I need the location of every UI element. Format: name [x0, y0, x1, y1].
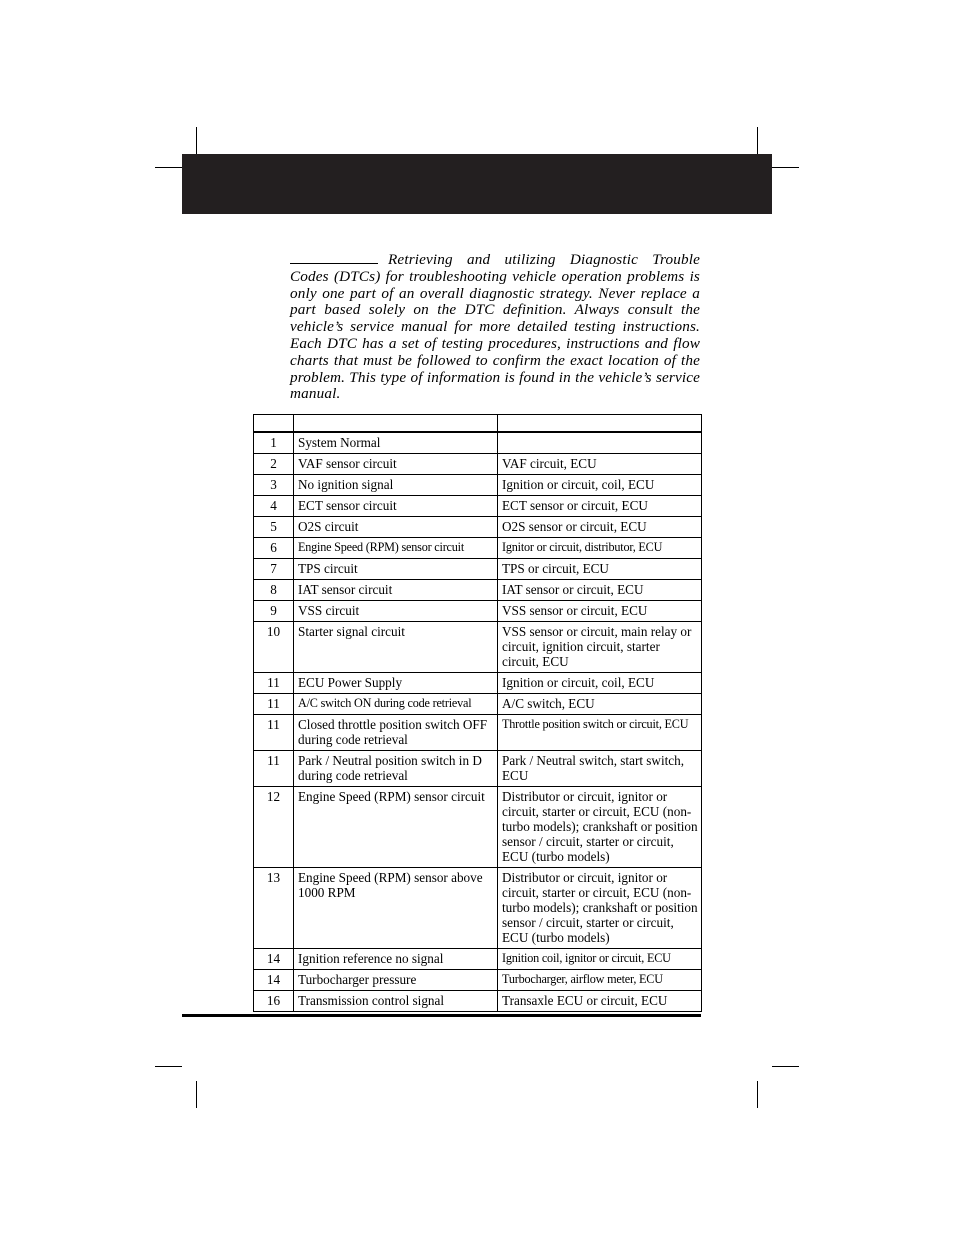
- dtc-code: 2: [254, 454, 294, 475]
- dtc-code: 4: [254, 496, 294, 517]
- dtc-condition: A/C switch ON during code retrieval: [294, 694, 498, 715]
- table-row: [254, 751, 702, 787]
- note-text: Retrieving and utilizing Diagnostic Trouble Codes (DTCs) for troubleshooting vehicle operation problems is only one part of an overall diagnostic strategy. Never replace a part based solely on the DTC definition. Always consult the vehicle’s service manual for more detailed testing instructions. Each DTC has a set of testing procedures, instructions and flow charts that must be followed to confirm the exact location of the problem. This type of information is found in the vehicle’s service manual.: [290, 251, 700, 403]
- table-row: [254, 949, 702, 970]
- table-row: [254, 868, 702, 949]
- dtc-condition: Starter signal circuit: [294, 622, 498, 673]
- dtc-condition: Engine Speed (RPM) sensor circuit: [294, 538, 498, 559]
- dtc-causes: Throttle position switch or circuit, ECU: [498, 715, 702, 751]
- dtc-code: 1: [254, 432, 294, 454]
- dtc-condition: ECT sensor circuit: [294, 496, 498, 517]
- dtc-code: 8: [254, 580, 294, 601]
- crop-mark-bottom-left-h: [155, 1066, 182, 1067]
- table-row: [254, 601, 702, 622]
- dtc-code: 6: [254, 538, 294, 559]
- dtc-condition: IAT sensor circuit: [294, 580, 498, 601]
- dtc-causes: O2S sensor or circuit, ECU: [498, 517, 702, 538]
- table-row: [254, 517, 702, 538]
- note-label: [290, 252, 378, 264]
- table-row: [254, 970, 702, 991]
- dtc-code: 11: [254, 673, 294, 694]
- dtc-table: [253, 414, 702, 1012]
- dtc-causes: Distributor or circuit, ignitor or circuit, starter or circuit, ECU (non-turbo models); crankshaft or position sensor / circuit, starter or circuit, ECU (turbo models): [498, 787, 702, 868]
- dtc-causes: [498, 432, 702, 454]
- dtc-code: 11: [254, 715, 294, 751]
- dtc-causes: Park / Neutral switch, start switch, ECU: [498, 751, 702, 787]
- header-bar: [182, 154, 772, 214]
- crop-mark-top-right-h: [772, 167, 799, 168]
- dtc-condition: VAF sensor circuit: [294, 454, 498, 475]
- dtc-condition: VSS circuit: [294, 601, 498, 622]
- dtc-causes: Distributor or circuit, ignitor or circuit, starter or circuit, ECU (non-turbo models); crankshaft or position sensor / circuit, starter or circuit, ECU (turbo models): [498, 868, 702, 949]
- table-row: [254, 694, 702, 715]
- dtc-condition: Engine Speed (RPM) sensor above 1000 RPM: [294, 868, 498, 949]
- table-row: [254, 715, 702, 751]
- table-row: [254, 496, 702, 517]
- dtc-causes: VSS sensor or circuit, ECU: [498, 601, 702, 622]
- header-causes: [498, 415, 702, 433]
- table-row: [254, 432, 702, 454]
- dtc-condition: Turbocharger pressure: [294, 970, 498, 991]
- dtc-causes: ECT sensor or circuit, ECU: [498, 496, 702, 517]
- dtc-code: 5: [254, 517, 294, 538]
- dtc-causes: Ignition coil, ignitor or circuit, ECU: [498, 949, 702, 970]
- dtc-condition: TPS circuit: [294, 559, 498, 580]
- dtc-condition: ECU Power Supply: [294, 673, 498, 694]
- table-row: [254, 991, 702, 1012]
- dtc-code: 10: [254, 622, 294, 673]
- dtc-condition: Ignition reference no signal: [294, 949, 498, 970]
- table-row: [254, 622, 702, 673]
- dtc-causes: Transaxle ECU or circuit, ECU: [498, 991, 702, 1012]
- table-row: [254, 475, 702, 496]
- dtc-causes: IAT sensor or circuit, ECU: [498, 580, 702, 601]
- dtc-causes: Ignition or circuit, coil, ECU: [498, 673, 702, 694]
- crop-mark-bottom-right: [757, 1081, 758, 1108]
- dtc-code: 16: [254, 991, 294, 1012]
- important-note: [290, 252, 700, 403]
- dtc-code: 12: [254, 787, 294, 868]
- dtc-condition: Park / Neutral position switch in D during code retrieval: [294, 751, 498, 787]
- dtc-code: 9: [254, 601, 294, 622]
- dtc-causes: VAF circuit, ECU: [498, 454, 702, 475]
- dtc-condition: System Normal: [294, 432, 498, 454]
- dtc-code: 13: [254, 868, 294, 949]
- dtc-causes: VSS sensor or circuit, main relay or circuit, ignition circuit, starter circuit, ECU: [498, 622, 702, 673]
- dtc-causes: Ignition or circuit, coil, ECU: [498, 475, 702, 496]
- header-condition: [294, 415, 498, 433]
- table-row: [254, 787, 702, 868]
- crop-mark-top-right: [757, 127, 758, 154]
- crop-mark-bottom-left: [196, 1081, 197, 1108]
- dtc-code: 7: [254, 559, 294, 580]
- dtc-condition: No ignition signal: [294, 475, 498, 496]
- dtc-causes: A/C switch, ECU: [498, 694, 702, 715]
- table-row: [254, 538, 702, 559]
- dtc-condition: Closed throttle position switch OFF during code retrieval: [294, 715, 498, 751]
- dtc-causes: TPS or circuit, ECU: [498, 559, 702, 580]
- table-row: [254, 559, 702, 580]
- dtc-causes: Ignitor or circuit, distributor, ECU: [498, 538, 702, 559]
- dtc-condition: Transmission control signal: [294, 991, 498, 1012]
- crop-mark-bottom-right-h: [772, 1066, 799, 1067]
- table-header-row: [254, 415, 702, 433]
- dtc-code: 14: [254, 949, 294, 970]
- table-row: [254, 580, 702, 601]
- dtc-code: 11: [254, 751, 294, 787]
- table-row: [254, 454, 702, 475]
- dtc-condition: Engine Speed (RPM) sensor circuit: [294, 787, 498, 868]
- header-code: [254, 415, 294, 433]
- dtc-condition: O2S circuit: [294, 517, 498, 538]
- dtc-causes: Turbocharger, airflow meter, ECU: [498, 970, 702, 991]
- crop-mark-top-left: [196, 127, 197, 154]
- dtc-code: 3: [254, 475, 294, 496]
- table-row: [254, 673, 702, 694]
- dtc-code: 11: [254, 694, 294, 715]
- footer-rule: [182, 1014, 701, 1017]
- crop-mark-top-left-h: [155, 167, 182, 168]
- dtc-code: 14: [254, 970, 294, 991]
